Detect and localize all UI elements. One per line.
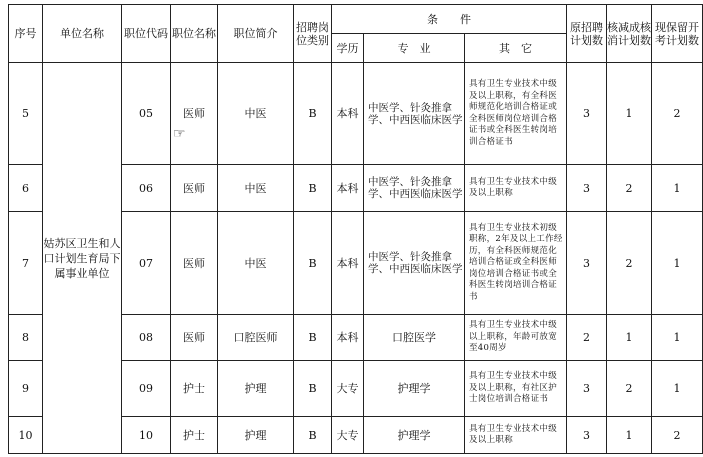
header-education: 学历 xyxy=(332,34,364,63)
cell-verified: 1 xyxy=(607,315,652,361)
cell-category: B xyxy=(294,315,332,361)
cell-education: 大专 xyxy=(332,361,364,417)
recruitment-table xyxy=(8,4,703,454)
cell-planned: 3 xyxy=(567,165,607,212)
cell-planned: 3 xyxy=(567,417,607,454)
cell-unit-name: 姑苏区卫生和人口计划生育局下属事业单位 xyxy=(43,63,122,454)
cell-name: 医师 xyxy=(171,165,218,212)
cell-reserved: 1 xyxy=(652,212,703,315)
cell-verified: 2 xyxy=(607,165,652,212)
cell-verified: 2 xyxy=(607,361,652,417)
cell-name: 护士 xyxy=(171,417,218,454)
cell-code: 08 xyxy=(122,315,171,361)
cell-reserved: 1 xyxy=(652,165,703,212)
header-major: 专 业 xyxy=(364,34,465,63)
cell-education: 本科 xyxy=(332,63,364,165)
cell-name: 医师 xyxy=(171,212,218,315)
header-conditions: 条 件 xyxy=(332,5,567,34)
cell-code: 10 xyxy=(122,417,171,454)
cell-other: 具有卫生专业技术中级及以上职称 xyxy=(465,165,567,212)
cell-planned: 3 xyxy=(567,63,607,165)
cell-major: 护理学 xyxy=(364,417,465,454)
cell-verified: 1 xyxy=(607,417,652,454)
cell-name: 医师 xyxy=(171,315,218,361)
cell-category: B xyxy=(294,63,332,165)
header-position-name: 职位名称 xyxy=(171,5,218,63)
cell-seq: 5 xyxy=(9,63,43,165)
cell-desc: 口腔医师 xyxy=(218,315,294,361)
header-position-desc: 职位简介 xyxy=(218,5,294,63)
cell-name: 医师 xyxy=(171,63,218,165)
cell-category: B xyxy=(294,212,332,315)
cell-name: 护士 xyxy=(171,361,218,417)
cell-desc: 中医 xyxy=(218,165,294,212)
cell-other: 具有卫生专业技术中级及以上职称 xyxy=(465,417,567,454)
cell-code: 06 xyxy=(122,165,171,212)
header-reserved: 现保留开考计划数 xyxy=(652,5,703,63)
cell-planned: 3 xyxy=(567,361,607,417)
cell-desc: 护理 xyxy=(218,417,294,454)
cell-other: 具有卫生专业技术初级职称，2年及以上工作经历，有全科医师规范化培训合格证或全科医师岗位培训合格证书或全科医生转岗培训合格证书 xyxy=(465,212,567,315)
cell-major: 护理学 xyxy=(364,361,465,417)
cell-category: B xyxy=(294,361,332,417)
cell-major: 中医学、针灸推拿学、中西医临床医学 xyxy=(364,63,465,165)
cell-category: B xyxy=(294,417,332,454)
header-planned: 原招聘计划数 xyxy=(567,5,607,63)
cell-other: 具有卫生专业技术中级及以上职称，有全科医师规范化培训合格证或全科医师岗位培训合格证书或全科医生转岗培训合格证书 xyxy=(465,63,567,165)
cell-education: 本科 xyxy=(332,315,364,361)
header-position-code: 职位代码 xyxy=(122,5,171,63)
cell-planned: 3 xyxy=(567,212,607,315)
cell-desc: 中医 xyxy=(218,63,294,165)
header-seq: 序号 xyxy=(9,5,43,63)
header-unit: 单位名称 xyxy=(43,5,122,63)
cell-reserved: 1 xyxy=(652,361,703,417)
cell-education: 本科 xyxy=(332,165,364,212)
table-row xyxy=(9,63,703,165)
cell-seq: 7 xyxy=(9,212,43,315)
header-other: 其 它 xyxy=(465,34,567,63)
cell-desc: 护理 xyxy=(218,361,294,417)
cell-category: B xyxy=(294,165,332,212)
cell-reserved: 1 xyxy=(652,315,703,361)
cell-major: 中医学、针灸推拿学、中西医临床医学 xyxy=(364,212,465,315)
cell-seq: 8 xyxy=(9,315,43,361)
cell-major: 中医学、针灸推拿学、中西医临床医学 xyxy=(364,165,465,212)
header-category: 招聘岗位类别 xyxy=(294,5,332,63)
cell-major: 口腔医学 xyxy=(364,315,465,361)
cell-verified: 2 xyxy=(607,212,652,315)
cell-code: 09 xyxy=(122,361,171,417)
cell-desc: 中医 xyxy=(218,212,294,315)
cell-reserved: 2 xyxy=(652,63,703,165)
cell-education: 本科 xyxy=(332,212,364,315)
cell-planned: 2 xyxy=(567,315,607,361)
cell-seq: 9 xyxy=(9,361,43,417)
cell-other: 具有卫生专业技术中级及以上职称，有社区护士岗位培训合格证书 xyxy=(465,361,567,417)
header-verified: 核减成核消计划数 xyxy=(607,5,652,63)
cell-seq: 10 xyxy=(9,417,43,454)
cell-code: 05 xyxy=(122,63,171,165)
cell-verified: 1 xyxy=(607,63,652,165)
cell-other: 具有卫生专业技术中级以上职称，年龄可放宽至40周岁 xyxy=(465,315,567,361)
cell-education: 大专 xyxy=(332,417,364,454)
cell-reserved: 2 xyxy=(652,417,703,454)
cell-code: 07 xyxy=(122,212,171,315)
hand-pointer-icon: ☞ xyxy=(173,126,186,142)
cell-seq: 6 xyxy=(9,165,43,212)
